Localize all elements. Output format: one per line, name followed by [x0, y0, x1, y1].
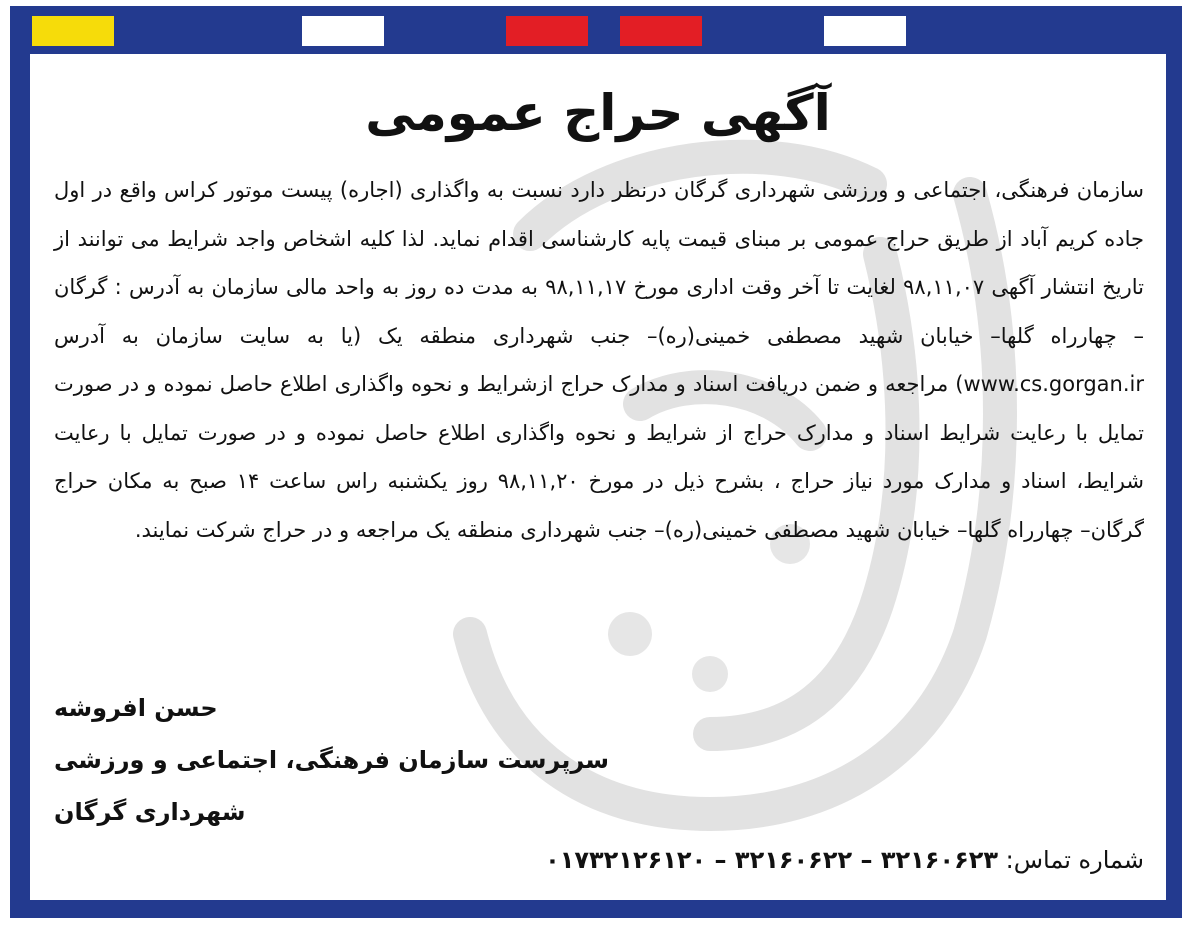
signatory-name: حسن افروشه — [54, 694, 218, 722]
red-color-strip — [620, 16, 702, 46]
notice-body-text: سازمان فرهنگی، اجتماعی و ورزشی شهرداری گرگان درنظر دارد نسبت به واگذاری (اجاره) پیست موتور کراس واقع در اول جاده کریم آباد از طریق حراج عمومی بر مبنای قیمت پایه کارشناسی اقدام نماید. لذا کلیه اشخاص واجد شرایط می توانند از تاریخ انتشار آگهی ۹۸,۱۱,۰۷ لغایت تا آخر وقت اداری مورخ ۹۸,۱۱,۱۷ به مدت ده روز به واحد مالی سازمان به آدرس : گرگان – چهارراه گلها– خیابان شهید مصطفی خمینی(ره)– جنب شهرداری منطقه یک (یا به سایت سازمان به آدرس www.cs.gorgan.ir) مراجعه و ضمن دریافت اسناد و مدارک حراج ازشرایط و نحوه واگذاری اطلاع حاصل نموده و در صورت تمایل با رعایت شرایط اسناد و مدارک حراج از شرایط و نحوه واگذاری اطلاع حاصل نموده و در صورت تمایل با رعایت شرایط، اسناد و مدارک مورد نیاز حراج ، بشرح ذیل در مورخ ۹۸,۱۱,۲۰ روز یکشنبه راس ساعت ۱۴ صبح به مکان حراج گرگان– چهارراه گلها– خیابان شهید مصطفی خمینی(ره)– جنب شهرداری منطقه یک مراجعه و در حراج شرکت نمایند. — [54, 178, 1144, 542]
contact-label: شماره تماس: — [1005, 846, 1144, 874]
notice-frame — [10, 6, 1182, 918]
signatory-organization: شهرداری گرگان — [54, 798, 246, 826]
notice-title: آگهی حراج عمومی — [365, 84, 831, 142]
contact-phone-numbers: ۳۲۱۶۰۶۲۳ – ۳۲۱۶۰۶۲۲ – ۰۱۷۳۲۱۲۶۱۲۰ — [545, 846, 999, 874]
contact-line — [545, 846, 1144, 874]
yellow-color-strip — [32, 16, 114, 46]
signatory-title: سرپرست سازمان فرهنگی، اجتماعی و ورزشی — [54, 746, 609, 774]
red-color-strip — [506, 16, 588, 46]
white-color-strip — [302, 16, 384, 46]
notice-panel — [30, 54, 1166, 900]
white-color-strip — [824, 16, 906, 46]
